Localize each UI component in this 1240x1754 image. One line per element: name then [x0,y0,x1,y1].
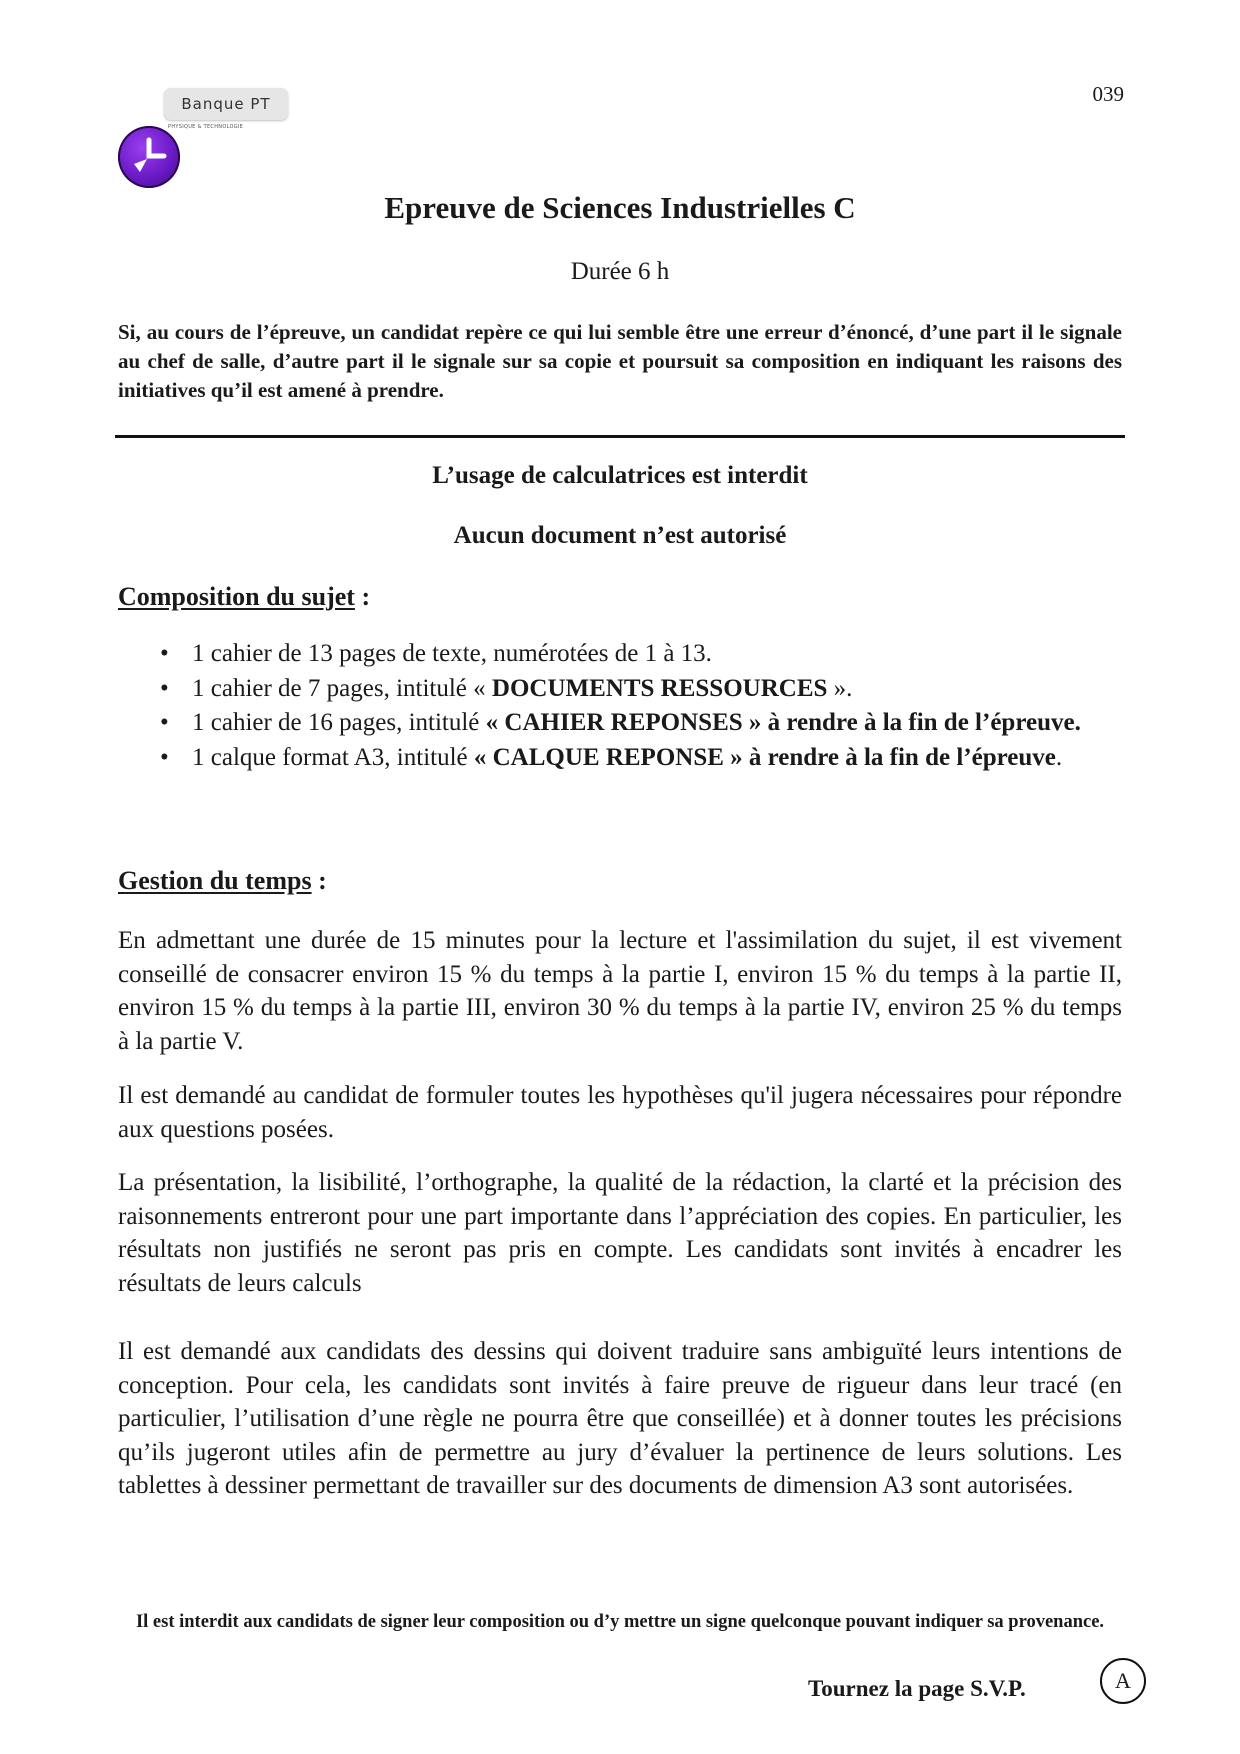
list-item-bold: DOCUMENTS RESSOURCES [491,674,828,702]
list-item-bold: « CAHIER REPONSES » à rendre à la fin de l’épreuve. [485,709,1081,736]
list-item [150,637,1122,672]
list-item-bold: « CALQUE REPONSE » à rendre à la fin de l’épreuve [473,743,1056,771]
paragraph-time-allocation: En admettant une durée de 15 minutes pour la lecture et l'assimilation du sujet, il est vivement conseillé de consacrer environ 15 % du temps à la partie I, environ 15 % du temps à la partie II, environ 15 % du temps à la partie III, environ 30 % du temps à la partie IV, environ 25 % du temps à la partie V. [118,927,1122,1055]
turn-page-note: Tournez la page S.V.P. [808,1676,1026,1701]
list-item [150,672,1122,707]
list-item-suffix: ». [827,674,853,702]
paragraph-presentation: La présentation, la lisibilité, l’orthographe, la qualité de la rédaction, la clarté et la précision des raisonnements entreront pour une part importante dans l’appréciation des copies. En particulier, les résultats non justifiés ne seront pas pris en compte. Les candidats sont invités à encadrer les résultats de leurs calculs [118,1169,1122,1297]
banque-pt-logo [118,88,298,188]
time-management-heading-text: Gestion du temps [118,866,312,895]
list-item-prefix: 1 cahier de 16 pages, intitulé [192,709,486,736]
list-item-prefix: 1 calque format A3, intitulé [192,743,474,771]
paragraph-drawings: Il est demandé aux candidats des dessins qui doivent traduire sans ambiguïté leurs intentions de conception. Pour cela, les candidats sont invités à faire preuve de rigueur dans leur tracé (en particulier, l’utilisation d’une règle ne pourra être que conseillée) et à donner toutes les précisions qu’ils jugeront utiles afin de permettre au jury d’évaluer la pertinence de leurs solutions. Les tablettes à dessiner permettant de travailler sur des documents de dimension A3 sont autorisées. [118,1338,1122,1499]
logo-subtext: PHYSIQUE & TECHNOLOGIE [168,124,244,130]
time-management-heading-suffix: : [311,866,327,895]
list-item-text: 1 cahier de 13 pages de texte, numérotées de 1 à 13. [192,640,712,667]
composition-heading-text: Composition du sujet [118,582,355,611]
list-item-suffix: . [1055,743,1063,771]
composition-list [150,637,1122,775]
list-item [150,706,1122,741]
page-code: 039 [1092,82,1124,106]
signature-notice: Il est interdit aux candidats de signer leur composition ou d’y mettre un signe quelconque pouvant indiquer sa provenance. [135,1612,1105,1632]
divider [115,435,1125,438]
logo-badge: Banque PT [164,88,288,120]
composition-heading-suffix: : [354,582,371,611]
list-item-prefix: 1 cahier de 7 pages, intitulé « [192,674,492,702]
subject-mark: A [1100,1658,1146,1704]
error-notice: Si, au cours de l’épreuve, un candidat repère ce qui lui semble être une erreur d’énoncé, d’une part il le signale au chef de salle, d’autre part il le signale sur sa copie et poursuit sa composition en indiquant les raisons des initiatives qu’il est amené à prendre. [118,320,1122,402]
composition-heading [118,582,370,612]
exam-duration: Durée 6 h [570,258,670,285]
list-item [150,741,1122,776]
time-management-heading [118,866,327,896]
calculator-rule: L’usage de calculatrices est interdit [432,462,808,489]
paragraph-hypotheses: Il est demandé au candidat de formuler toutes les hypothèses qu'il jugera nécessaires pour répondre aux questions posées. [118,1082,1122,1143]
page-title: Epreuve de Sciences Industrielles C [384,190,856,225]
documents-rule: Aucun document n’est autorisé [453,522,787,549]
logo-emblem-icon [118,126,180,188]
